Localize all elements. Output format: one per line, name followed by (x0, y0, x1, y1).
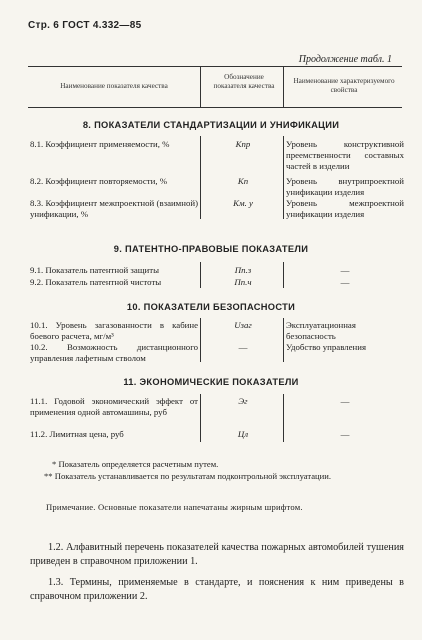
indicator-name: 8.2. Коэффициент повторяемости, % (30, 176, 168, 186)
page-header: Стр. 6 ГОСТ 4.332—85 (28, 20, 142, 31)
indicator-symbol: Пп.ч (234, 277, 252, 287)
indicator-property: Уровень внутрипроектной унификации изделия (286, 176, 404, 197)
section-title: 9. ПАТЕНТНО-ПРАВОВЫЕ ПОКАЗАТЕЛИ (113, 244, 309, 254)
table-note: Примечание. Основные показатели напечатаны жирным шрифтом. (46, 502, 303, 512)
indicator-name: 8.3. Коэффициент межпроектной (взаимной) унификации, % (30, 198, 198, 219)
indicator-property: Удобство управления (286, 342, 366, 352)
indicator-property: — (340, 265, 350, 275)
column-header-name: Наименование показателя качества (60, 82, 168, 90)
indicator-property: — (340, 277, 350, 287)
table-top-rule (28, 66, 402, 67)
section-title: 11. ЭКОНОМИЧЕСКИЕ ПОКАЗАТЕЛИ (123, 377, 299, 387)
indicator-symbol: Uзаг (234, 320, 252, 330)
indicator-symbol: Кп (237, 176, 249, 186)
column-divider (200, 318, 201, 362)
body-paragraph: 1.3. Термины, применяемые в стандарте, и пояснения к ним приведены в справочном приложении 2. (30, 577, 404, 602)
footnote: ** Показатель устанавливается по результатам подконтрольной эксплуатации. (44, 471, 331, 481)
indicator-name: 11.1. Годовой экономический эффект от применения одной автомашины, руб (30, 396, 198, 417)
indicator-name: 11.2. Лимитная цена, руб (30, 429, 124, 439)
indicator-symbol: Эг (238, 396, 248, 406)
column-divider (283, 66, 284, 107)
indicator-property: Уровень межпроектной унификации изделия (286, 198, 404, 219)
indicator-name: 10.2. Возможность дистанционного управления лафетным стволом (30, 342, 198, 363)
indicator-property: — (340, 429, 350, 439)
column-divider (200, 394, 201, 442)
indicator-name: 9.1. Показатель патентной защиты (30, 265, 160, 275)
column-divider (283, 262, 284, 288)
column-divider (283, 318, 284, 362)
indicator-symbol: Пп.з (234, 265, 252, 275)
column-divider (200, 136, 201, 219)
indicator-property: Эксплуатационная безопасность (286, 320, 356, 341)
footnote: * Показатель определяется расчетным путем. (52, 459, 219, 469)
table-header-rule (28, 107, 402, 108)
indicator-name: 9.2. Показатель патентной чистоты (30, 277, 162, 287)
column-divider (200, 66, 201, 107)
indicator-property: Уровень конструктивной преемственности составных частей в изделии (286, 139, 404, 171)
column-header-designation: Обозначение показателя качества (213, 73, 275, 90)
indicator-symbol: Цл (237, 429, 249, 439)
column-divider (283, 136, 284, 219)
indicator-symbol: Кпр (235, 139, 251, 149)
indicator-name: 10.1. Уровень загазованности в кабине боевого расчета, мг/м³ (30, 320, 198, 341)
indicator-symbol: — (238, 342, 248, 352)
section-title: 10. ПОКАЗАТЕЛИ БЕЗОПАСНОСТИ (126, 302, 296, 312)
column-divider (283, 394, 284, 442)
section-title: 8. ПОКАЗАТЕЛИ СТАНДАРТИЗАЦИИ И УНИФИКАЦИИ (82, 120, 340, 130)
table-continuation: Продолжение табл. 1 (298, 54, 392, 65)
column-header-characteristic: Наименование характеризуемого свойства (293, 77, 395, 94)
column-divider (200, 262, 201, 288)
indicator-property: — (340, 396, 350, 406)
indicator-symbol: Км. у (233, 198, 253, 208)
indicator-name: 8.1. Коэффициент применяемости, % (30, 139, 170, 149)
body-paragraph: 1.2. Алфавитный перечень показателей качества пожарных автомобилей тушения приведен в справочном приложении 1. (30, 542, 404, 567)
